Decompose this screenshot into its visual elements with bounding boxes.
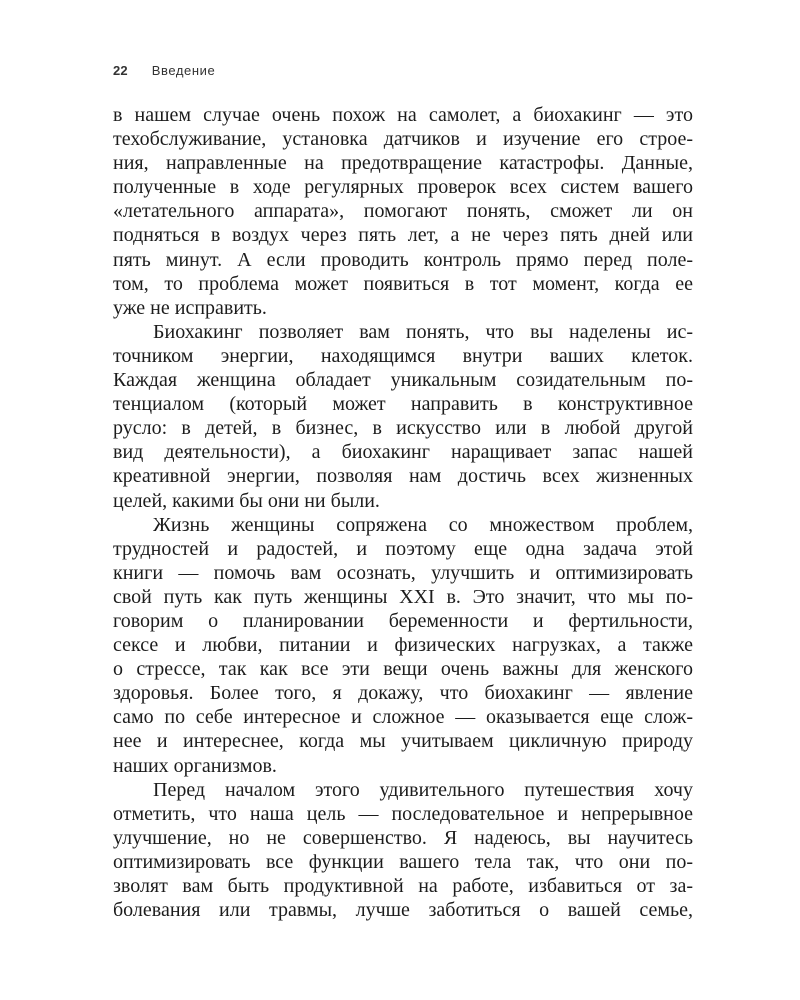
text-line: креативной энергии, позволяя нам достичь всех жизненных bbox=[113, 465, 693, 488]
text-line: Каждая женщина обладает уникальным созидательным по- bbox=[113, 369, 693, 392]
text-line: уже не исправить. bbox=[113, 296, 267, 319]
text-line: вид деятельности), а биохакинг наращивает запас нашей bbox=[113, 441, 693, 464]
text-line: сексе и любви, питании и физических нагрузках, а также bbox=[113, 634, 693, 657]
text-line: Биохакинг позволяет вам понять, что вы наделены ис- bbox=[153, 320, 693, 343]
page-number: 22 bbox=[113, 63, 128, 78]
chapter-title: Введение bbox=[151, 63, 216, 78]
paragraph bbox=[113, 320, 693, 513]
running-header bbox=[113, 63, 215, 78]
text-line: подняться в воздух через пять лет, а не через пять дней или bbox=[113, 224, 693, 247]
text-line: отметить, что наша цель — последовательное и непрерывное bbox=[113, 802, 693, 825]
text-line: улучшение, но не совершенство. Я надеюсь, вы научитесь bbox=[113, 826, 693, 849]
text-line: русло: в детей, в бизнес, в искусство или в любой другой bbox=[113, 417, 693, 440]
text-line: целей, какими бы они ни были. bbox=[113, 489, 380, 512]
text-line: оптимизировать все функции вашего тела так, что они по- bbox=[113, 850, 693, 873]
text-line: точником энергии, находящимся внутри ваших клеток. bbox=[113, 344, 693, 367]
text-line: «летательного аппарата», помогают понять, сможет ли он bbox=[113, 200, 693, 223]
text-line: том, то проблема может появиться в тот момент, когда ее bbox=[113, 272, 693, 295]
text-line: ния, направленные на предотвращение катастрофы. Данные, bbox=[113, 152, 693, 175]
text-line: техобслуживание, установка датчиков и изучение его строе- bbox=[113, 128, 693, 151]
text-line: в нашем случае очень похож на самолет, а биохакинг — это bbox=[113, 104, 693, 126]
text-line: о стрессе, так как все эти вещи очень важны для женского bbox=[113, 658, 693, 681]
paragraph bbox=[113, 778, 693, 923]
body-text bbox=[113, 103, 693, 922]
text-line: Жизнь женщины сопряжена со множеством проблем, bbox=[153, 513, 693, 536]
text-line: полученные в ходе регулярных проверок всех систем вашего bbox=[113, 176, 693, 199]
text-line: книги — помочь вам осознать, улучшить и оптимизировать bbox=[113, 561, 693, 584]
text-line: трудностей и радостей, и поэтому еще одна задача этой bbox=[113, 537, 693, 560]
text-line: наших организмов. bbox=[113, 754, 277, 777]
text-line: само по себе интересное и сложное — оказывается еще слож- bbox=[113, 706, 693, 729]
text-line: здоровья. Более того, я докажу, что биохакинг — явление bbox=[113, 682, 693, 705]
text-line: тенциалом (который может направить в конструктивное bbox=[113, 393, 693, 416]
text-line: свой путь как путь женщины XXI в. Это значит, что мы по- bbox=[113, 585, 693, 608]
paragraph bbox=[113, 513, 693, 778]
text-line: болевания или травмы, лучше заботиться о вашей семье, bbox=[113, 899, 693, 922]
text-line: Перед началом этого удивительного путешествия хочу bbox=[153, 778, 693, 801]
paragraph bbox=[113, 103, 693, 320]
text-line: говорим о планировании беременности и фертильности, bbox=[113, 609, 693, 632]
text-line: зволят вам быть продуктивной на работе, избавиться от за- bbox=[113, 875, 693, 897]
text-line: нее и интереснее, когда мы учитываем цикличную природу bbox=[113, 730, 693, 753]
text-line: пять минут. А если проводить контроль прямо перед поле- bbox=[113, 248, 693, 271]
